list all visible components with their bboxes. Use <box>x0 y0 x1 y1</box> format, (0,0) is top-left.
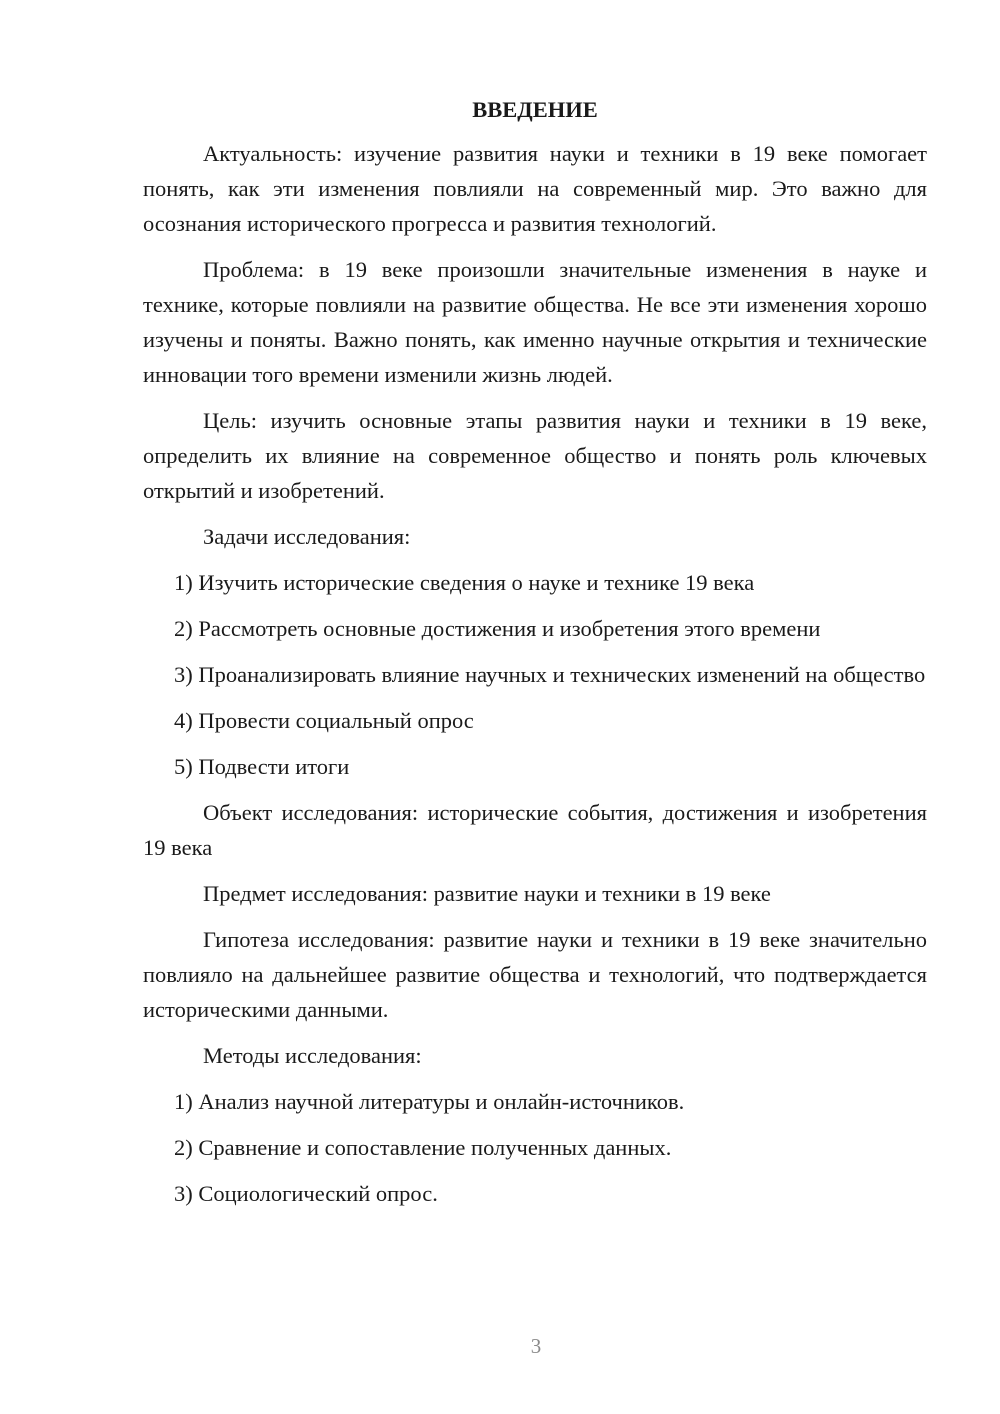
subject-paragraph: Предмет исследования: развитие науки и техники в 19 веке <box>203 881 771 906</box>
goal-paragraph: Цель: изучить основные этапы развития науки и техники в 19 веке, определить их влияние на современное общество и понять роль ключевых открытий и изобретений. <box>143 408 927 503</box>
method-item-1: 1) Анализ научной литературы и онлайн-источников. <box>174 1089 685 1114</box>
page-number: 3 <box>530 1334 542 1358</box>
task-item-5: 5) Подвести итоги <box>174 754 350 779</box>
method-item-2: 2) Сравнение и сопоставление полученных данных. <box>174 1135 672 1160</box>
task-item-1: 1) Изучить исторические сведения о науке и технике 19 века <box>174 570 755 595</box>
hypothesis-paragraph: Гипотеза исследования: развитие науки и техники в 19 веке значительно повлияло на дальнейшее развитие общества и технологий, что подтверждается историческими данными. <box>143 927 927 1022</box>
relevance-paragraph: Актуальность: изучение развития науки и техники в 19 веке помогает понять, как эти изменения повлияли на современный мир. Это важно для осознания исторического прогресса и развития технологий. <box>143 141 927 236</box>
methods-title: Методы исследования: <box>203 1043 422 1068</box>
task-item-3: 3) Проанализировать влияние научных и технических изменений на общество <box>174 662 926 687</box>
page-content <box>143 92 927 1222</box>
object-paragraph: Объект исследования: исторические события, достижения и изобретения 19 века <box>143 800 927 860</box>
task-item-2: 2) Рассмотреть основные достижения и изобретения этого времени <box>174 616 821 641</box>
task-item-4: 4) Провести социальный опрос <box>174 708 474 733</box>
section-heading: ВВЕДЕНИЕ <box>472 97 598 122</box>
method-item-3: 3) Социологический опрос. <box>174 1181 438 1206</box>
problem-paragraph: Проблема: в 19 веке произошли значительные изменения в науке и технике, которые повлияли на развитие общества. Не все эти изменения хорошо изучены и поняты. Важно понять, как именно научные открытия и технические инновации того времени изменили жизнь людей. <box>143 257 927 387</box>
tasks-title: Задачи исследования: <box>203 524 411 549</box>
